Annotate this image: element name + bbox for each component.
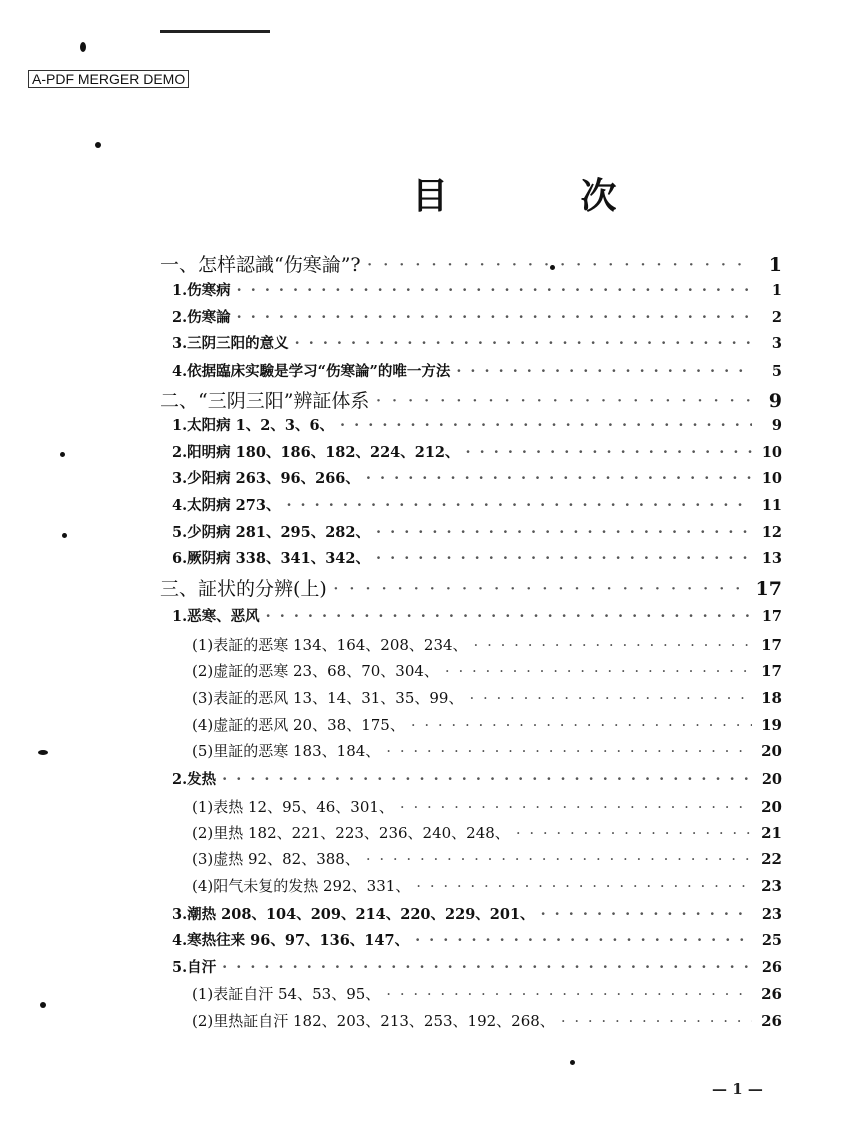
toc-entry-page: 26 [761, 1012, 782, 1030]
toc-entry-label: (2)虚証的恶寒 23、68、70、304、 [192, 662, 439, 680]
toc-entry-page: 17 [755, 578, 782, 600]
toc-entry[interactable] [172, 768, 782, 790]
toc-entry-label: 2.阳明病 180、186、182、224、212、 [172, 444, 460, 461]
toc-entry[interactable] [192, 875, 782, 897]
toc-entry-page: 17 [761, 636, 782, 654]
watermark-label: A-PDF MERGER DEMO [28, 70, 189, 88]
dot-leader [400, 798, 752, 816]
dot-leader [222, 959, 752, 976]
dot-leader [541, 906, 752, 923]
toc-entry-label: 3.三阴三阳的意义 [172, 335, 289, 352]
scan-speck [38, 750, 48, 755]
toc-entry-label: (1)表热 12、95、46、301、 [192, 798, 394, 816]
toc-entry[interactable] [172, 547, 782, 569]
toc-entry-page: 5 [771, 363, 782, 380]
dot-leader [456, 363, 752, 380]
toc-entry-label: 6.厥阴病 338、341、342、 [172, 550, 370, 567]
toc-entry[interactable] [192, 660, 782, 682]
toc-entry-page: 17 [761, 662, 782, 680]
toc-entry-label: (4)虚証的恶风 20、38、175、 [192, 716, 405, 734]
dot-leader [376, 524, 752, 541]
toc-entry-page: 9 [771, 417, 782, 434]
dot-leader [474, 636, 752, 654]
toc-entry-label: 2.伤寒論 [172, 309, 231, 326]
dot-leader [340, 417, 752, 434]
dot-leader [237, 282, 752, 299]
toc-entry-page: 11 [761, 497, 782, 514]
toc-entry[interactable] [192, 740, 782, 762]
toc-entry-page: 12 [761, 524, 782, 541]
toc-entry[interactable] [160, 250, 782, 276]
toc-entry-page: 18 [761, 689, 782, 707]
toc-entry-page: 26 [761, 985, 782, 1003]
dot-leader [366, 850, 752, 868]
toc-entry-label: 5.自汗 [172, 959, 217, 976]
toc-entry-label: 5.少阴病 281、295、282、 [172, 524, 370, 541]
toc-entry-page: 20 [761, 798, 782, 816]
toc-entry-label: (4)阳气未复的发热 292、331、 [192, 877, 411, 895]
scan-speck [80, 42, 86, 52]
dot-leader [367, 254, 752, 276]
toc-entry-label: (2)里热 182、221、223、236、240、248、 [192, 824, 510, 842]
toc-entry-label: 三、証状的分辨(上) [160, 578, 327, 600]
toc-entry[interactable] [172, 494, 782, 516]
scan-speck [60, 452, 65, 457]
toc-entry[interactable] [192, 822, 782, 844]
dot-leader [222, 771, 752, 788]
dot-leader [416, 877, 752, 895]
toc-entry-label: 1.太阳病 1、2、3、6、 [172, 417, 335, 434]
scan-speck [40, 1002, 46, 1008]
toc-entry[interactable] [172, 605, 782, 627]
dot-leader [375, 390, 752, 412]
toc-entry[interactable] [172, 441, 782, 463]
toc-entry-page: 23 [761, 906, 782, 923]
toc-entry-label: 1.恶寒、恶风 [172, 608, 260, 625]
toc-entry-page: 22 [761, 850, 782, 868]
toc-entry[interactable] [172, 956, 782, 978]
toc-entry-label: (1)表証的恶寒 134、164、208、234、 [192, 636, 468, 654]
toc-entry-label: 3.少阳病 263、96、266、 [172, 470, 360, 487]
toc-entry[interactable] [172, 414, 782, 436]
page-title: 目 次 [412, 175, 677, 217]
toc-entry[interactable] [172, 467, 782, 489]
toc-entry-label: (5)里証的恶寒 183、184、 [192, 742, 381, 760]
toc-entry[interactable] [192, 983, 782, 1005]
dot-leader [333, 578, 750, 600]
dot-leader [411, 716, 752, 734]
dot-leader [466, 444, 752, 461]
dot-leader [266, 608, 752, 625]
toc-entry-page: 25 [761, 932, 782, 949]
toc-entry-page: 17 [761, 608, 782, 625]
toc-entry-label: (3)表証的恶风 13、14、31、35、99、 [192, 689, 464, 707]
toc-entry-page: 13 [761, 550, 782, 567]
toc-entry-label: 一、怎样認識“伤寒論”? [160, 254, 361, 276]
dot-leader [561, 1012, 752, 1030]
page-number: — 1 — [712, 1080, 763, 1098]
toc-entry[interactable] [160, 574, 782, 600]
toc-entry-page: 10 [761, 444, 782, 461]
toc-entry[interactable] [192, 714, 782, 736]
toc-entry-label: (2)里热証自汗 182、203、213、253、192、268、 [192, 1012, 555, 1030]
scan-speck [62, 533, 67, 538]
dot-leader [376, 550, 752, 567]
toc-entry-page: 21 [761, 824, 782, 842]
toc-entry[interactable] [172, 332, 782, 354]
dot-leader [445, 662, 752, 680]
dot-leader [286, 497, 752, 514]
toc-entry[interactable] [172, 360, 782, 382]
toc-entry-page: 2 [771, 309, 782, 326]
dot-leader [295, 335, 752, 352]
toc-entry[interactable] [192, 848, 782, 870]
toc-entry-page: 10 [761, 470, 782, 487]
toc-entry-label: 1.伤寒病 [172, 282, 231, 299]
scan-speck [550, 265, 555, 270]
toc-entry-page: 19 [761, 716, 782, 734]
toc-entry[interactable] [172, 279, 782, 301]
scan-speck [95, 142, 101, 148]
dot-leader [237, 309, 752, 326]
toc-entry-label: 3.潮热 208、104、209、214、220、229、201、 [172, 906, 535, 923]
toc-entry[interactable] [172, 521, 782, 543]
toc-entry[interactable] [192, 1010, 782, 1032]
toc-entry[interactable] [192, 687, 782, 709]
toc-entry-page: 3 [771, 335, 782, 352]
toc-entry[interactable] [160, 386, 782, 412]
toc-entry[interactable] [172, 306, 782, 328]
toc-entry-page: 26 [761, 959, 782, 976]
dot-leader [366, 470, 752, 487]
dot-leader [516, 824, 752, 842]
toc-entry-label: 4.寒热往来 96、97、136、147、 [172, 932, 410, 949]
scan-speck [570, 1060, 575, 1065]
toc-entry-page: 20 [761, 742, 782, 760]
toc-entry-label: 二、“三阴三阳”辨証体系 [160, 390, 370, 412]
toc-entry-page: 9 [768, 390, 782, 412]
toc-entry-page: 23 [761, 877, 782, 895]
toc-entry-label: (3)虚热 92、82、388、 [192, 850, 360, 868]
dot-leader [415, 932, 752, 949]
toc-entry-label: 2.发热 [172, 771, 217, 788]
dot-leader [386, 985, 752, 1003]
toc-entry[interactable] [192, 634, 782, 656]
dot-leader [469, 689, 752, 707]
toc-entry-page: 1 [768, 254, 782, 276]
toc-entry-page: 1 [771, 282, 782, 299]
toc-entry-page: 20 [761, 771, 782, 788]
scan-mark [160, 30, 270, 33]
toc-entry-label: 4.太阴病 273、 [172, 497, 281, 514]
dot-leader [386, 742, 752, 760]
toc-entry[interactable] [192, 796, 782, 818]
toc-entry[interactable] [172, 903, 782, 925]
toc-entry-label: (1)表証自汗 54、53、95、 [192, 985, 381, 1003]
toc-entry-label: 4.依据臨床实驗是学习“伤寒論”的唯一方法 [172, 363, 451, 380]
toc-entry[interactable] [172, 929, 782, 951]
